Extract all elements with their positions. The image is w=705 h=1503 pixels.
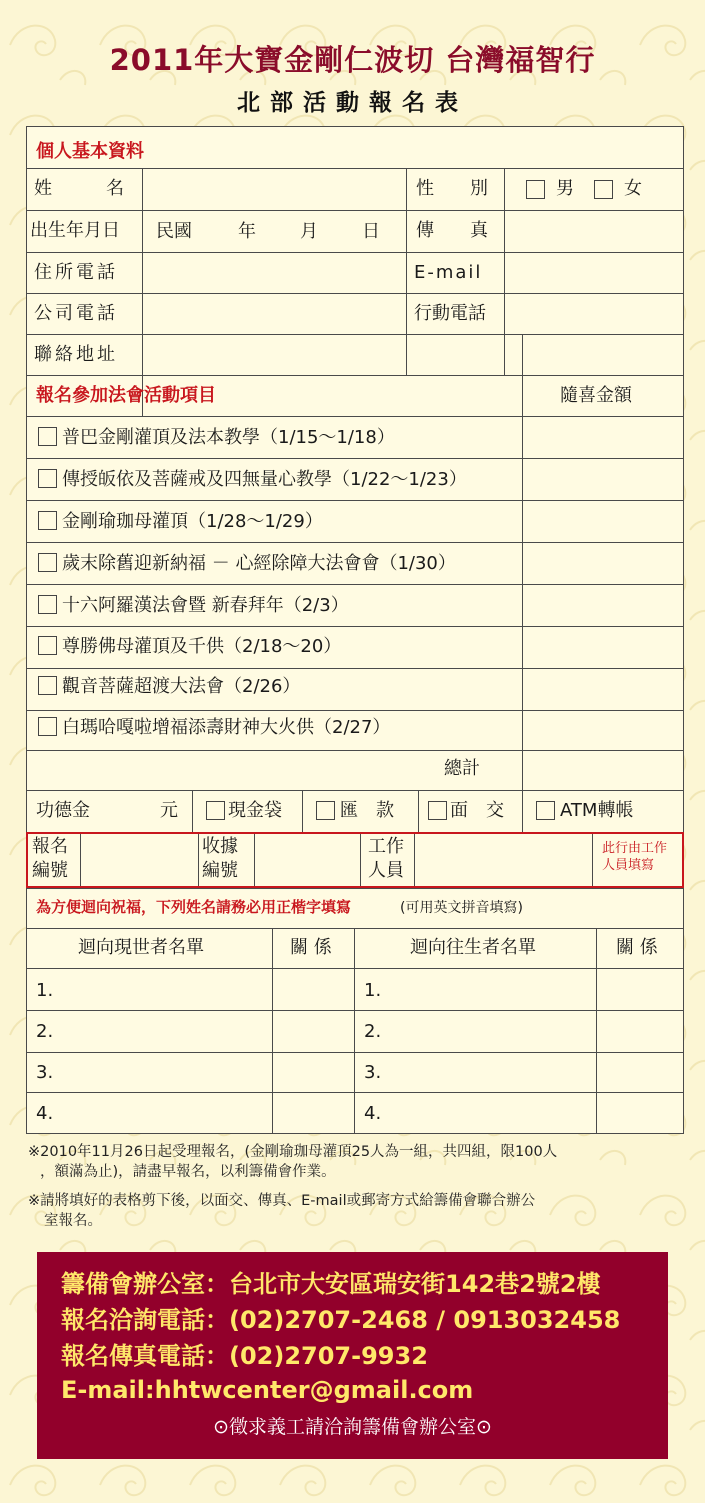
deceased-row-3: 3.	[364, 1062, 382, 1083]
event-checkbox-5[interactable]	[38, 595, 57, 614]
note-2: ※請將填好的表格剪下後，以面交、傳真、E-mail或郵寄方式給籌備會聯合辦公	[28, 1193, 536, 1209]
living-row-1: 1.	[36, 980, 54, 1001]
event-label-4: 歲末除舊迎新納福 － 心經除障大法會會（1/30）	[62, 553, 456, 574]
cash-envelope-label: 現金袋	[228, 800, 282, 821]
staff-note-2: 人員填寫	[602, 858, 655, 873]
in-person-checkbox[interactable]	[428, 801, 447, 820]
home-phone-label: 住所電話	[34, 262, 118, 283]
deceased-row-1: 1.	[364, 980, 382, 1001]
event-label-6: 尊勝佛母灌頂及千供（2/18～20）	[62, 636, 342, 657]
personal-section-title: 個人基本資料	[36, 141, 144, 162]
reg-no-label-2: 編號	[32, 860, 68, 881]
living-header: 迴向現世者名單	[78, 937, 204, 958]
relation-header-2: 關 係	[616, 937, 658, 958]
male-label: 男	[556, 178, 574, 199]
receipt-label: 收據	[202, 836, 238, 857]
contact-panel	[37, 1252, 668, 1459]
note-2b: 室報名。	[44, 1213, 102, 1229]
female-label: 女	[624, 178, 642, 199]
total-label: 總計	[444, 758, 480, 779]
gender-label: 性 別	[416, 178, 488, 199]
event-label-8: 白瑪哈嘎啦增福添壽財神大火供（2/27）	[62, 717, 391, 738]
event-label-5: 十六阿羅漢法會暨 新春拜年（2/3）	[62, 595, 349, 616]
volunteer-notice: ⊙徵求義工請洽詢籌備會辦公室⊙	[213, 1416, 492, 1438]
event-label-2: 傳授皈依及菩薩戒及四無量心教學（1/22～1/23）	[62, 469, 467, 490]
address-label: 聯絡地址	[34, 344, 118, 365]
office-address: 籌備會辦公室：台北市大安區瑞安街142巷2號2樓	[61, 1270, 601, 1298]
birth-month-label: 月	[300, 221, 318, 242]
birth-day-label: 日	[362, 221, 380, 242]
fax-label: 傳 真	[416, 220, 488, 241]
name-label: 姓 名	[34, 178, 124, 199]
deceased-header: 迴向往生者名單	[410, 937, 536, 958]
event-checkbox-1[interactable]	[38, 427, 57, 446]
events-section-title: 報名參加法會活動項目	[36, 385, 216, 406]
email-label: E-mail	[414, 262, 483, 283]
page-title: 2011年大寶金剛仁波切 台灣福智行	[109, 43, 596, 77]
reg-no-label: 報名	[32, 836, 68, 857]
mobile-label: 行動電話	[414, 303, 486, 324]
dedication-instruction: 為方便迴向祝福，下列姓名請務必用正楷字填寫	[36, 898, 352, 916]
event-checkbox-6[interactable]	[38, 636, 57, 655]
female-checkbox[interactable]	[594, 180, 613, 199]
fax-number: 報名傳真電話：(02)2707-9932	[61, 1342, 428, 1370]
atm-label: ATM轉帳	[560, 800, 634, 821]
event-checkbox-8[interactable]	[38, 717, 57, 736]
relation-header-1: 關 係	[290, 937, 332, 958]
deceased-row-4: 4.	[364, 1103, 382, 1124]
remittance-label: 匯 款	[340, 800, 394, 821]
living-row-3: 3.	[36, 1062, 54, 1083]
note-1: ※2010年11月26日起受理報名，(金剛瑜珈母灌頂25人為一組，共四組，限100人	[28, 1144, 558, 1160]
dedication-instruction-extra: (可用英文拼音填寫)	[400, 900, 523, 916]
office-phone-label: 公司電話	[34, 303, 118, 324]
worker-label-2: 人員	[368, 860, 404, 881]
atm-checkbox[interactable]	[536, 801, 555, 820]
event-label-1: 普巴金剛灌頂及法本教學（1/15～1/18）	[62, 427, 395, 448]
phone-number: 報名洽詢電話：(02)2707-2468 / 0913032458	[61, 1306, 621, 1334]
living-row-4: 4.	[36, 1103, 54, 1124]
birth-label: 出生年月日	[30, 220, 120, 241]
payment-unit: 元	[160, 800, 178, 821]
event-checkbox-2[interactable]	[38, 469, 57, 488]
event-checkbox-4[interactable]	[38, 553, 57, 572]
amount-header: 隨喜金額	[560, 385, 632, 406]
note-1b: ，額滿為止)，請盡早報名，以利籌備會作業。	[40, 1164, 336, 1180]
worker-label: 工作	[368, 836, 404, 857]
remittance-checkbox[interactable]	[316, 801, 335, 820]
registration-form	[26, 126, 684, 1134]
event-checkbox-7[interactable]	[38, 676, 57, 695]
staff-note: 此行由工作	[602, 841, 668, 856]
payment-label: 功德金	[36, 800, 90, 821]
cash-envelope-checkbox[interactable]	[206, 801, 225, 820]
event-label-3: 金剛瑜珈母灌頂（1/28～1/29）	[62, 511, 323, 532]
birth-year-label: 年	[238, 221, 256, 242]
birth-era-label: 民國	[156, 221, 192, 242]
in-person-label: 面 交	[450, 800, 504, 821]
page-subtitle: 北部活動報名表	[237, 90, 468, 116]
event-label-7: 觀音菩薩超渡大法會（2/26）	[62, 676, 301, 697]
email-address: E-mail:hhtwcenter@gmail.com	[61, 1376, 474, 1404]
event-checkbox-3[interactable]	[38, 511, 57, 530]
living-row-2: 2.	[36, 1021, 54, 1042]
receipt-label-2: 編號	[202, 860, 238, 881]
male-checkbox[interactable]	[526, 180, 545, 199]
deceased-row-2: 2.	[364, 1021, 382, 1042]
